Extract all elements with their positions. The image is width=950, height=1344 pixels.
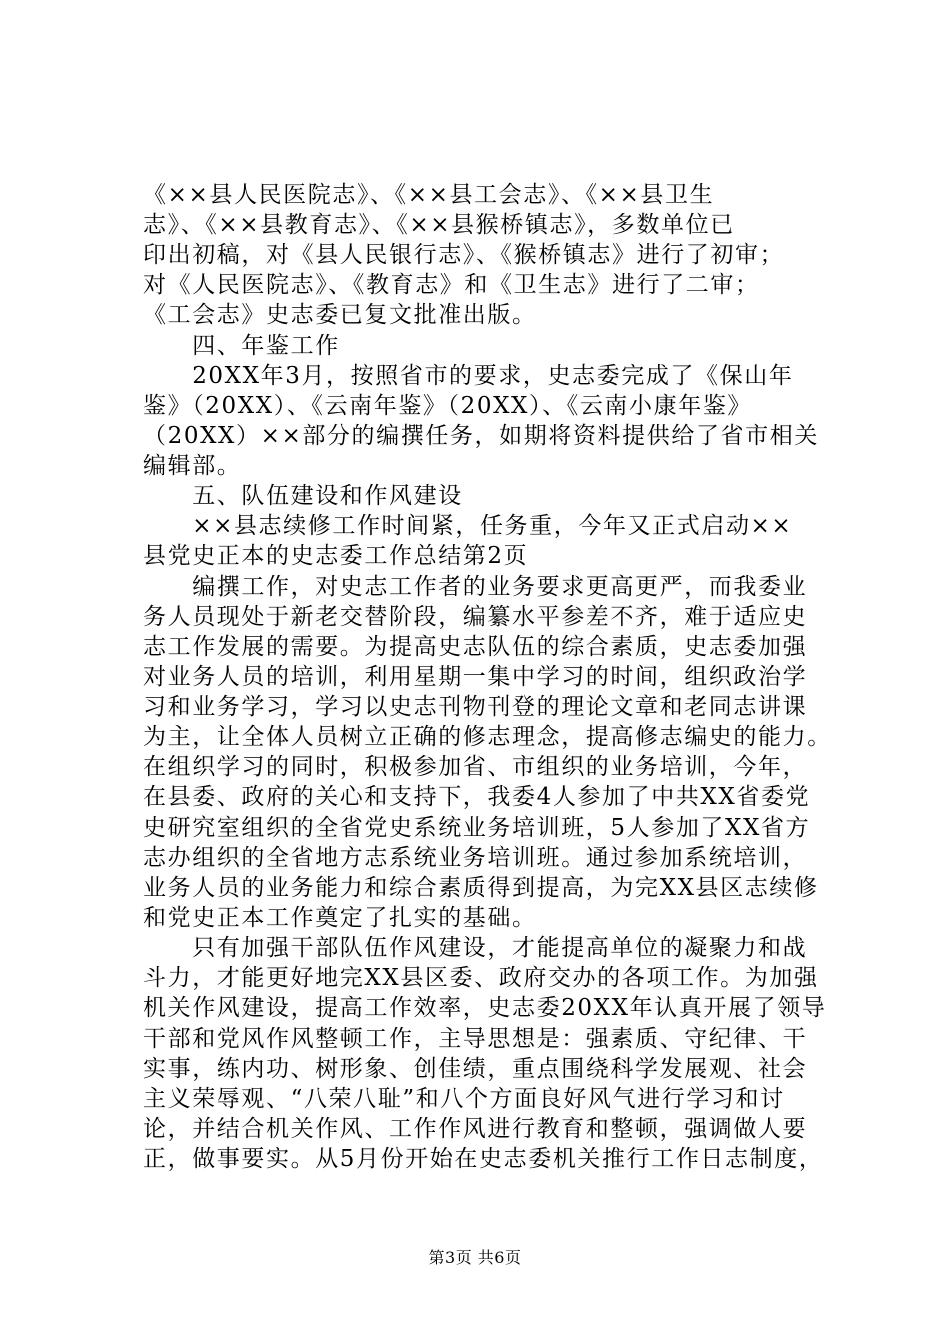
text-line: 《工会志》史志委已复文批准出版。 [143, 302, 537, 328]
text-line: ××县志续修工作时间紧，任务重，今年又正式启动×× [143, 513, 793, 539]
text-line: 习和业务学习，学习以史志刊物刊登的理论文章和老同志讲课 [143, 694, 808, 720]
text-line: 县党史正本的史志委工作总结第2页 [143, 543, 529, 569]
text-line: 在县委、政府的关心和支持下，我委4人参加了中共XX省委党 [143, 784, 811, 810]
text-line: 对业务人员的培训，利用星期一集中学习的时间，组织政治学 [143, 664, 808, 690]
text-line: 论，并结合机关作风、工作作风进行教育和整顿，强调做人要 [143, 1116, 808, 1142]
text-line: 主义荣辱观、“八荣八耻”和八个方面良好风气进行学习和讨 [143, 1086, 785, 1112]
text-line: 志》、《××县教育志》、《××县猴桥镇志》，多数单位已 [143, 212, 735, 238]
text-line: 机关作风建设，提高工作效率，史志委20XX年认真开展了领导 [143, 995, 827, 1021]
text-line: 印出初稿，对《县人民银行志》、《猴桥镇志》进行了初审； [143, 242, 785, 268]
text-line: 志工作发展的需要。为提高史志队伍的综合素质，史志委加强 [143, 634, 808, 660]
page-indicator: 第3页 共6页 [428, 1248, 522, 1267]
text-line: 编辑部。 [143, 453, 242, 479]
text-line: （20XX）××部分的编撰任务，如期将资料提供给了省市相关 [143, 423, 819, 449]
text-line: 斗力，才能更好地完XX县区委、政府交办的各项工作。为加强 [143, 965, 819, 991]
text-line: 为主，让全体人员树立正确的修志理念，提高修志编史的能力。 [143, 724, 832, 750]
text-line: 在组织学习的同时，积极参加省、市组织的业务培训，今年， [143, 754, 808, 780]
text-line: 正，做事要实。从5月份开始在史志委机关推行工作日志制度， [143, 1146, 824, 1172]
text-line: 业务人员的业务能力和综合素质得到提高，为完XX县区志续修 [143, 875, 819, 901]
text-line: 编撰工作，对史志工作者的业务要求更高更严，而我委业 [143, 574, 808, 600]
text-line: 史研究室组织的全省党史系统业务培训班，5人参加了XX省方 [143, 815, 811, 841]
text-line: 20XX年3月，按照省市的要求，史志委完成了《保山年 [143, 363, 794, 389]
text-line: 实事，练内功、树形象、创佳绩，重点围绕科学发展观、社会 [143, 1056, 808, 1082]
text-line: 只有加强干部队伍作风建设，才能提高单位的凝聚力和战 [143, 935, 808, 961]
text-line: 务人员现处于新老交替阶段，编纂水平参差不齐，难于适应史 [143, 604, 808, 630]
section-heading: 四、年鉴工作 [143, 333, 340, 359]
section-heading: 五、队伍建设和作风建设 [143, 483, 463, 509]
text-line: 鉴》（20XX）、《云南年鉴》（20XX）、《云南小康年鉴》 [143, 393, 753, 419]
text-line: 对《人民医院志》、《教育志》和《卫生志》进行了二审； [143, 272, 760, 298]
text-line: 志办组织的全省地方志系统业务培训班。通过参加系统培训， [143, 845, 808, 871]
text-line: 和党史正本工作奠定了扎实的基础。 [143, 905, 537, 931]
text-line: 干部和党风作风整顿工作，主导思想是：强素质、守纪律、干 [143, 1026, 808, 1052]
text-line: 《××县人民医院志》、《××县工会志》、《××县卫生 [143, 182, 715, 208]
